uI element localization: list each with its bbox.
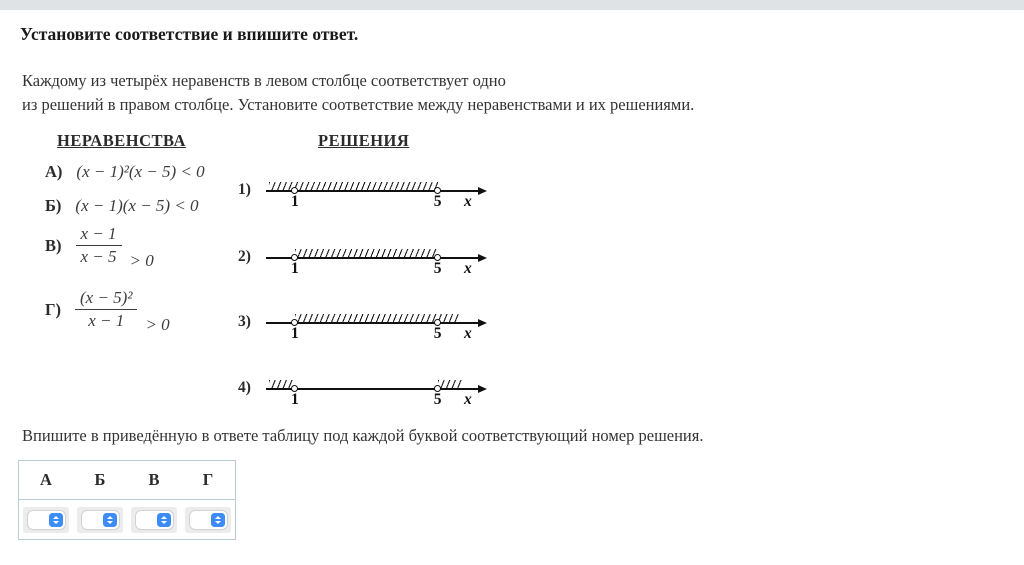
answer-input-2[interactable] [82, 511, 119, 529]
inequality-fraction [75, 288, 137, 331]
stepper-icon[interactable] [49, 513, 63, 527]
axis-line [266, 322, 480, 324]
intro-line-1: Каждому из четырёх неравенств в левом столбце соответствует одно [22, 71, 506, 90]
answer-column-header-1: А [19, 461, 74, 500]
answer-input-patch [23, 507, 69, 533]
answer-input-4[interactable] [190, 511, 227, 529]
inequality-item-1 [45, 162, 205, 182]
fraction-denominator: x − 1 [88, 311, 125, 330]
answer-table [18, 460, 236, 540]
answer-input-patch [131, 507, 177, 533]
task-intro [22, 69, 1024, 116]
fraction-numerator: (x − 5)² [75, 288, 137, 310]
fraction-numerator: x − 1 [76, 224, 122, 246]
solution-item-3 [238, 310, 494, 344]
stepper-icon[interactable] [211, 513, 225, 527]
number-line [266, 376, 494, 410]
answer-input-1[interactable] [28, 511, 65, 529]
answer-input-3[interactable] [136, 511, 173, 529]
inequality-item-2 [45, 196, 199, 216]
inequality-relation: > 0 [129, 250, 154, 270]
stepper-down-icon [161, 521, 167, 524]
axis-arrow-icon [478, 187, 487, 195]
answer-input-patch [185, 507, 231, 533]
inequality-item-3 [45, 224, 154, 270]
solution-item-1 [238, 178, 494, 212]
answer-cell-3 [127, 500, 181, 540]
answer-column-header-3: В [127, 461, 181, 500]
top-bar [0, 0, 1024, 10]
solution-key: 4) [238, 379, 251, 396]
answer-input-patch [77, 507, 123, 533]
inequality-expression: (x − 1)(x − 5) < 0 [75, 196, 199, 215]
solution-key: 1) [238, 181, 251, 198]
answer-cell-4 [181, 500, 236, 540]
point-label-1: 1 [291, 391, 299, 408]
answer-column-header-4: Г [181, 461, 236, 500]
task-title: Установите соответствие и впишите ответ. [20, 24, 359, 44]
fraction-denominator: x − 5 [80, 247, 117, 266]
answer-cell-1 [19, 500, 74, 540]
inequality-key: В) [45, 235, 62, 255]
task-page [0, 24, 1024, 540]
inequality-key: Б) [45, 196, 62, 215]
inequality-fraction [76, 224, 122, 267]
stepper-icon[interactable] [103, 513, 117, 527]
inequality-item-4 [45, 288, 170, 334]
stepper-down-icon [215, 521, 221, 524]
point-label-1: 1 [291, 325, 299, 342]
stepper-up-icon [53, 516, 59, 519]
axis-variable-label: x [464, 193, 472, 210]
stepper-up-icon [215, 516, 221, 519]
intro-line-2: из решений в правом столбце. Установите соответствие между неравенствами и их решениями. [22, 94, 695, 114]
point-label-5: 5 [433, 193, 442, 210]
inequality-key: Г) [45, 299, 61, 319]
answer-table-header-row [19, 461, 236, 500]
axis-variable-label: x [464, 391, 472, 408]
solution-key: 2) [238, 248, 251, 265]
axis-line [266, 257, 480, 259]
answer-instruction: Впишите в приведённую в ответе таблицу под каждой буквой соответствующий номер решения. [22, 426, 704, 445]
point-label-5: 5 [433, 260, 442, 277]
point-label-1: 1 [291, 260, 299, 277]
solution-key: 3) [238, 313, 251, 330]
number-line [266, 310, 494, 344]
inequality-relation: > 0 [145, 314, 170, 334]
answer-column-header-2: Б [73, 461, 127, 500]
inequality-expression: (x − 1)²(x − 5) < 0 [76, 162, 205, 181]
stepper-down-icon [107, 521, 113, 524]
axis-variable-label: x [464, 260, 472, 277]
solution-item-4 [238, 376, 494, 410]
inequality-key: А) [45, 162, 63, 181]
axis-variable-label: x [464, 325, 472, 342]
number-line [266, 245, 494, 279]
axis-line [266, 190, 480, 192]
point-label-1: 1 [291, 193, 299, 210]
stepper-up-icon [161, 516, 167, 519]
point-label-5: 5 [433, 391, 442, 408]
stepper-down-icon [53, 521, 59, 524]
answer-cell-2 [73, 500, 127, 540]
stepper-icon[interactable] [157, 513, 171, 527]
axis-arrow-icon [478, 319, 487, 327]
axis-line [266, 388, 480, 390]
solution-item-2 [238, 245, 494, 279]
point-label-5: 5 [433, 325, 442, 342]
inequalities-header: НЕРАВЕНСТВА [57, 131, 186, 150]
answer-table-input-row [19, 500, 236, 540]
axis-arrow-icon [478, 385, 487, 393]
stepper-up-icon [107, 516, 113, 519]
solutions-header: РЕШЕНИЯ [318, 131, 410, 150]
axis-arrow-icon [478, 254, 487, 262]
matching-area [0, 128, 1024, 420]
number-line [266, 178, 494, 212]
